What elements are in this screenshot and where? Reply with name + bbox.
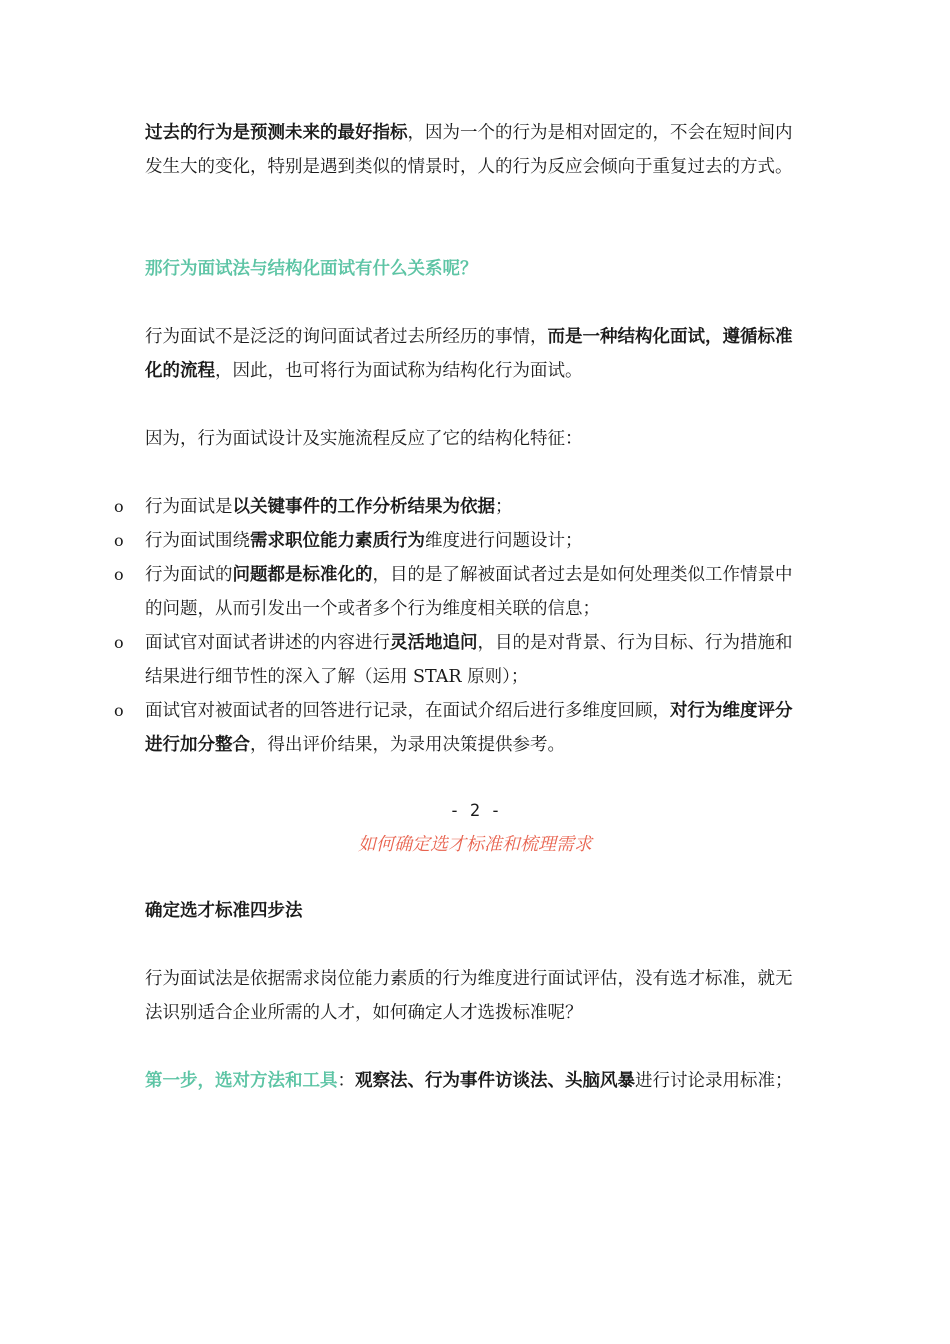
emphasis-text: 而是一种结构化面试，遵循标准化的流程 <box>145 327 793 381</box>
emphasis-text: 灵活地追问 <box>390 633 478 653</box>
body-text: ： <box>337 1071 355 1091</box>
list-item <box>145 490 800 524</box>
emphasis-text: 对行为维度评分进行加分整合 <box>145 701 793 755</box>
body-text: 行为面试的 <box>145 565 233 585</box>
paragraph-step-one <box>145 1064 800 1098</box>
list-item <box>145 524 800 558</box>
bullet-marker: o <box>114 565 124 584</box>
emphasis-text: 以关键事件的工作分析结果为依据 <box>232 497 495 517</box>
list-item <box>145 558 800 626</box>
body-text: 维度进行问题设计； <box>425 531 583 551</box>
paragraph-selection-standard: 行为面试法是依据需求岗位能力素质的行为维度进行面试评估，没有选才标准，就无法识别适合企业所需的人才，如何确定人才选拨标准呢？ <box>145 969 793 1023</box>
bullet-marker: o <box>114 531 124 550</box>
emphasis-text: 问题都是标准化的 <box>232 565 373 585</box>
subheading: 确定选才标准四步法 <box>145 901 303 921</box>
body-text: ，因此，也可将行为面试称为结构化行为面试。 <box>215 361 583 381</box>
body-text: 行为面试是 <box>145 497 233 517</box>
paragraph-past-behavior <box>145 116 800 184</box>
emphasis-text: 观察法、行为事件访谈法、头脑风暴 <box>355 1071 635 1091</box>
section-number: - 2 - <box>449 801 501 821</box>
step-label: 第一步，选对方法和工具 <box>145 1071 338 1091</box>
body-text: ，目的是对背景、行为目标、行为措施和结果进行细节性的深入了解（运用 STAR 原则）； <box>145 633 793 687</box>
body-text: ，得出评价结果，为录用决策提供参考。 <box>250 735 565 755</box>
body-text: ； <box>495 497 513 517</box>
body-text: 面试官对被面试者的回答进行记录，在面试介绍后进行多维度回顾， <box>145 701 670 721</box>
list-item <box>145 694 800 762</box>
body-text: 行为面试不是泛泛的询问面试者过去所经历的事情， <box>145 327 548 347</box>
bullet-marker: o <box>114 633 124 652</box>
emphasis-text: 需求职位能力素质行为 <box>250 531 425 551</box>
section-title: 如何确定选才标准和梳理需求 <box>358 834 592 855</box>
body-text: ，目的是了解被面试者过去是如何处理类似工作情景中的问题，从而引发出一个或者多个行为维度相关联的信息； <box>145 565 793 619</box>
paragraph-structured-interview <box>145 320 800 388</box>
emphasis-text: 过去的行为是预测未来的最好指标 <box>145 123 408 143</box>
question-heading: 那行为面试法与结构化面试有什么关系呢？ <box>145 259 478 279</box>
body-text: 进行讨论录用标准； <box>635 1071 793 1091</box>
body-text: 行为面试围绕 <box>145 531 250 551</box>
list-item <box>145 626 800 694</box>
bullet-marker: o <box>114 497 124 516</box>
body-text: 面试官对面试者讲述的内容进行 <box>145 633 390 653</box>
bullet-marker: o <box>114 701 124 720</box>
body-text: ，因为一个的行为是相对固定的，不会在短时间内发生大的变化，特别是遇到类似的情景时，人的行为反应会倾向于重复过去的方式。 <box>145 123 793 177</box>
paragraph-intro-features: 因为，行为面试设计及实施流程反应了它的结构化特征： <box>145 429 583 449</box>
